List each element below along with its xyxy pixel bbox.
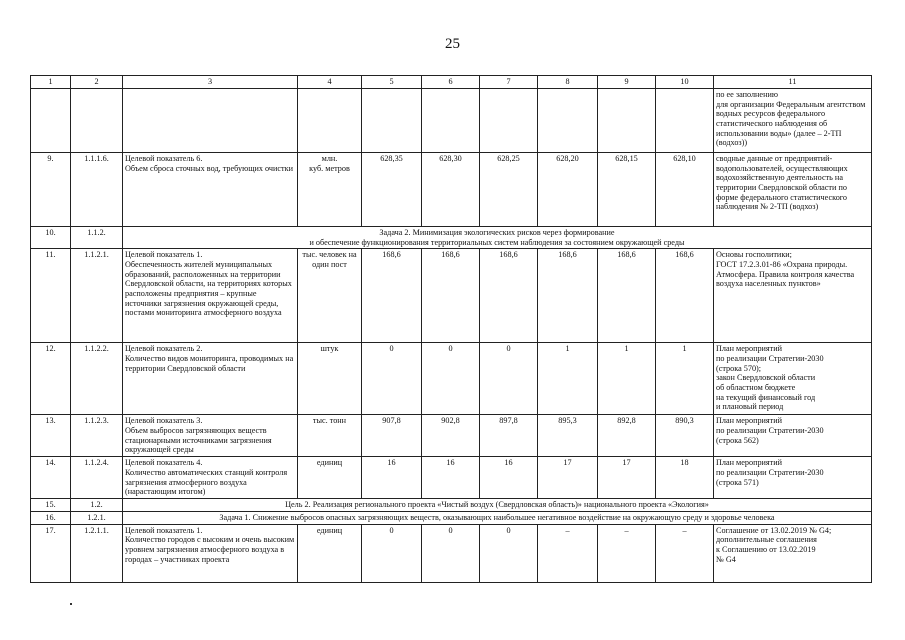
indicator-name: Целевой показатель 1. Обеспеченность жителей муниципальных образований, расположенных на территории Свердловской области, на территориях которых расположены предприятия – крупные источники загрязнения окружающей среды, постами мониторинга атмосферного воздуха [123,249,298,343]
source: План мероприятий по реализации Стратегии-2030 (строка 570); закон Свердловской области об областном бюджете на текущий финансовый год и плановый период [714,343,872,415]
row-code [71,89,123,153]
value-year-5 [598,89,656,153]
value-year-4: 17 [538,457,598,499]
source: Основы госполитики; ГОСТ 17.2.3.01-86 «Охрана природы. Атмосфера. Правила контроля качества воздуха населенных пунктов» [714,249,872,343]
indicator-name: Целевой показатель 6. Объем сброса сточных вод, требующих очистки [123,153,298,227]
task-heading: Задача 1. Снижение выбросов опасных загрязняющих веществ, оказывающих наибольшее негативное воздействие на окружающую среду и здоровье человека [123,512,872,525]
source: сводные данные от предприятий-водопользователей, осуществляющих водохозяйственную деятельность на территории Свердловской области по форме федерального статистического наблюдения № 2-ТП (водхоз) [714,153,872,227]
row-number: 16. [31,512,71,525]
value-year-5: – [598,524,656,582]
table-row [31,89,872,153]
value-year-3: 628,25 [480,153,538,227]
table-row [31,249,872,343]
row-number: 10. [31,227,71,249]
table-row [31,457,872,499]
row-number: 11. [31,249,71,343]
value-year-1: 0 [362,524,422,582]
page-number: 25 [445,36,460,52]
value-year-6 [656,89,714,153]
column-number: 6 [422,76,480,89]
value-year-6: 1 [656,343,714,415]
value-year-3: 897,8 [480,415,538,457]
indicator-name: Целевой показатель 3. Объем выбросов загрязняющих веществ стационарными источниками загрязнения окружающей среды [123,415,298,457]
scan-speck [70,603,72,605]
unit [298,89,362,153]
value-year-2: 902,8 [422,415,480,457]
value-year-2: 168,6 [422,249,480,343]
indicator-name: Целевой показатель 2. Количество видов мониторинга, проводимых на территории Свердловской области [123,343,298,415]
row-code: 1.1.1.6. [71,153,123,227]
value-year-2: 16 [422,457,480,499]
indicator-name [123,89,298,153]
value-year-6: 18 [656,457,714,499]
value-year-3: 0 [480,524,538,582]
value-year-4: 1 [538,343,598,415]
row-code: 1.2. [71,499,123,512]
value-year-1: 16 [362,457,422,499]
table-row [31,524,872,582]
source: План мероприятий по реализации Стратегии-2030 (строка 562) [714,415,872,457]
indicator-name: Целевой показатель 4. Количество автоматических станций контроля загрязнения атмосферного воздуха (нарастающим итогом) [123,457,298,499]
row-code: 1.1.2. [71,227,123,249]
table-row [31,153,872,227]
unit: тыс. тонн [298,415,362,457]
value-year-1: 0 [362,343,422,415]
row-code: 1.2.1.1. [71,524,123,582]
unit: единиц [298,457,362,499]
row-number [31,89,71,153]
row-number: 9. [31,153,71,227]
value-year-4 [538,89,598,153]
indicators-table [30,75,872,583]
source: Соглашение от 13.02.2019 № G4; дополнительные соглашения к Соглашению от 13.02.2019 № G4 [714,524,872,582]
column-number: 3 [123,76,298,89]
unit: штук [298,343,362,415]
column-number: 7 [480,76,538,89]
source: по ее заполнению для организации Федеральным агентством водных ресурсов федерального статистического наблюдения об использовании воды» (далее – 2-ТП (водхоз)) [714,89,872,153]
indicator-name: Целевой показатель 1. Количество городов с высоким и очень высоким уровнем загрязнения атмосферного воздуха в городах – участниках проекта [123,524,298,582]
table-row [31,227,872,249]
value-year-6: 168,6 [656,249,714,343]
column-number: 9 [598,76,656,89]
value-year-2: 628,30 [422,153,480,227]
table-row [31,512,872,525]
value-year-4: 168,6 [538,249,598,343]
value-year-5: 17 [598,457,656,499]
task-heading: Цель 2. Реализация регионального проекта «Чистый воздух (Свердловская область)» национального проекта «Экология» [123,499,872,512]
value-year-5: 1 [598,343,656,415]
value-year-4: 628,20 [538,153,598,227]
value-year-3: 0 [480,343,538,415]
column-number-row [31,76,872,89]
table-row [31,499,872,512]
value-year-5: 628,15 [598,153,656,227]
value-year-3 [480,89,538,153]
value-year-3: 16 [480,457,538,499]
row-number: 15. [31,499,71,512]
row-code: 1.1.2.2. [71,343,123,415]
value-year-5: 168,6 [598,249,656,343]
row-number: 13. [31,415,71,457]
value-year-6: – [656,524,714,582]
row-number: 14. [31,457,71,499]
value-year-1: 168,6 [362,249,422,343]
value-year-1 [362,89,422,153]
value-year-2: 0 [422,343,480,415]
table-row [31,343,872,415]
column-number: 4 [298,76,362,89]
value-year-2: 0 [422,524,480,582]
row-code: 1.2.1. [71,512,123,525]
value-year-1: 628,35 [362,153,422,227]
value-year-6: 890,3 [656,415,714,457]
unit: млн. куб. метров [298,153,362,227]
table-row [31,415,872,457]
column-number: 1 [31,76,71,89]
row-number: 12. [31,343,71,415]
value-year-4: – [538,524,598,582]
value-year-1: 907,8 [362,415,422,457]
value-year-4: 895,3 [538,415,598,457]
row-code: 1.1.2.3. [71,415,123,457]
column-number: 11 [714,76,872,89]
column-number: 8 [538,76,598,89]
source: План мероприятий по реализации Стратегии-2030 (строка 571) [714,457,872,499]
value-year-2 [422,89,480,153]
row-code: 1.1.2.1. [71,249,123,343]
value-year-6: 628,10 [656,153,714,227]
row-code: 1.1.2.4. [71,457,123,499]
row-number: 17. [31,524,71,582]
task-heading: Задача 2. Минимизация экологических рисков через формирование и обеспечение функционирования территориальных систем наблюдения за состоянием окружающей среды [123,227,872,249]
column-number: 2 [71,76,123,89]
unit: единиц [298,524,362,582]
column-number: 10 [656,76,714,89]
value-year-5: 892,8 [598,415,656,457]
unit: тыс. человек на один пост [298,249,362,343]
value-year-3: 168,6 [480,249,538,343]
column-number: 5 [362,76,422,89]
